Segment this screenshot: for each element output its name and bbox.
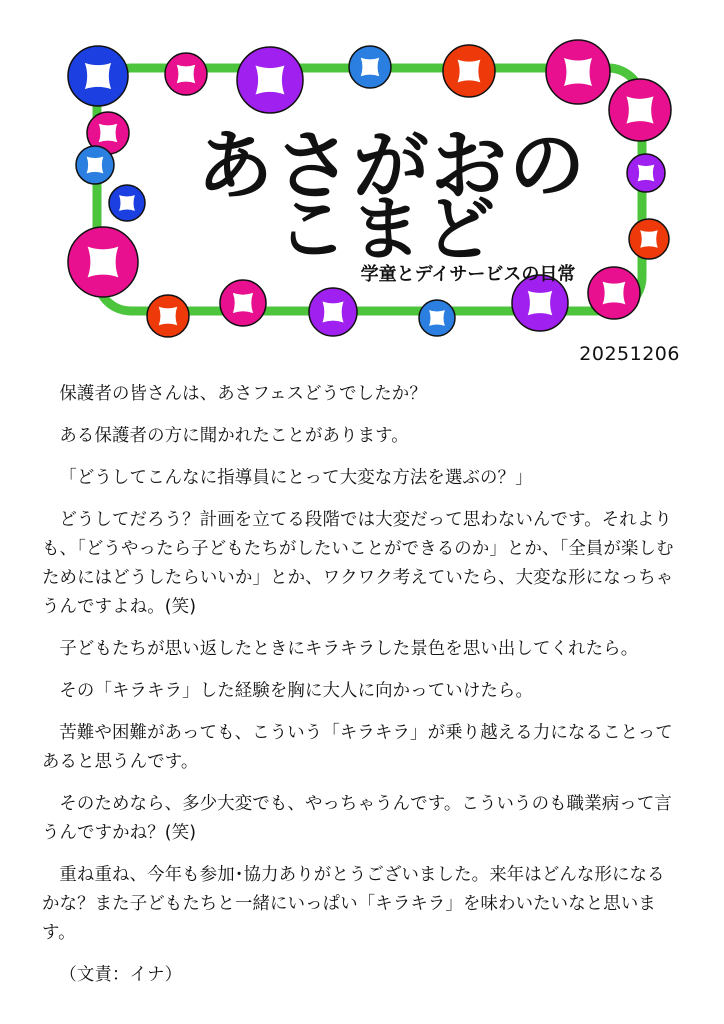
signature: （文責：イナ） bbox=[59, 965, 183, 985]
subtitle: 学童とデイサービスの日常 bbox=[360, 264, 576, 285]
paragraph: 重ね重ね、今年も参加･協力ありがとうございました。来年はどんな形になるかな？また子どもたちと一緒にいっぱい「キラキラ」を味わいたいなと思います。 bbox=[42, 865, 665, 943]
flower-icon bbox=[419, 300, 455, 336]
flower-icon bbox=[309, 288, 357, 336]
flower-icon bbox=[220, 280, 266, 326]
flower-icon bbox=[546, 40, 610, 104]
flower-icon bbox=[443, 45, 495, 97]
paragraph: 子どもたちが思い返したときにキラキラした景色を思い出してくれたら。 bbox=[59, 639, 639, 659]
flower-icon bbox=[237, 47, 303, 113]
flower-icon bbox=[609, 79, 671, 141]
article-body bbox=[42, 380, 682, 990]
title-line-2: こまど bbox=[277, 188, 499, 270]
paragraph: どうしてだろう？計画を立てる段階では大変だって思わないんです。それよりも、「どうやったら子どもたちがしたいことができるのか」とか、「全員が楽しむためにはどうしたらいいか」とか、ワクワク考えていたら、大変な形になっちゃうんですよね。(笑) bbox=[42, 510, 674, 617]
flower-icon bbox=[349, 46, 391, 88]
header-illustration bbox=[0, 0, 724, 340]
paragraph: そのためなら、多少大変でも、やっちゃうんです。こういうのも職業病って言うんですかね？(笑) bbox=[42, 794, 672, 843]
flower-icon bbox=[68, 227, 138, 297]
date: 20251206 bbox=[579, 343, 680, 365]
flower-icon bbox=[68, 46, 128, 106]
flower-icon bbox=[109, 185, 145, 221]
paragraph: 苦難や困難があっても、こういう「キラキラ」が乗り越える力になることってあると思うんです。 bbox=[42, 723, 673, 772]
flower-icon bbox=[627, 154, 665, 192]
flower-icon bbox=[588, 267, 640, 319]
paragraph: ある保護者の方に聞かれたことがあります。 bbox=[59, 426, 409, 446]
title-line-1: あさがおの bbox=[197, 121, 587, 210]
flower-icon bbox=[147, 295, 189, 337]
flower-icon bbox=[629, 219, 669, 259]
paragraph: 「どうしてこんなに指導員にとって大変な方法を選ぶの？」 bbox=[59, 468, 533, 488]
flower-icon bbox=[165, 53, 207, 95]
paragraph: その「キラキラ」した経験を胸に大人に向かっていけたら。 bbox=[59, 681, 533, 701]
flower-icon bbox=[76, 146, 114, 184]
paragraph: 保護者の皆さんは、あさフェスどうでしたか？ bbox=[59, 384, 427, 404]
